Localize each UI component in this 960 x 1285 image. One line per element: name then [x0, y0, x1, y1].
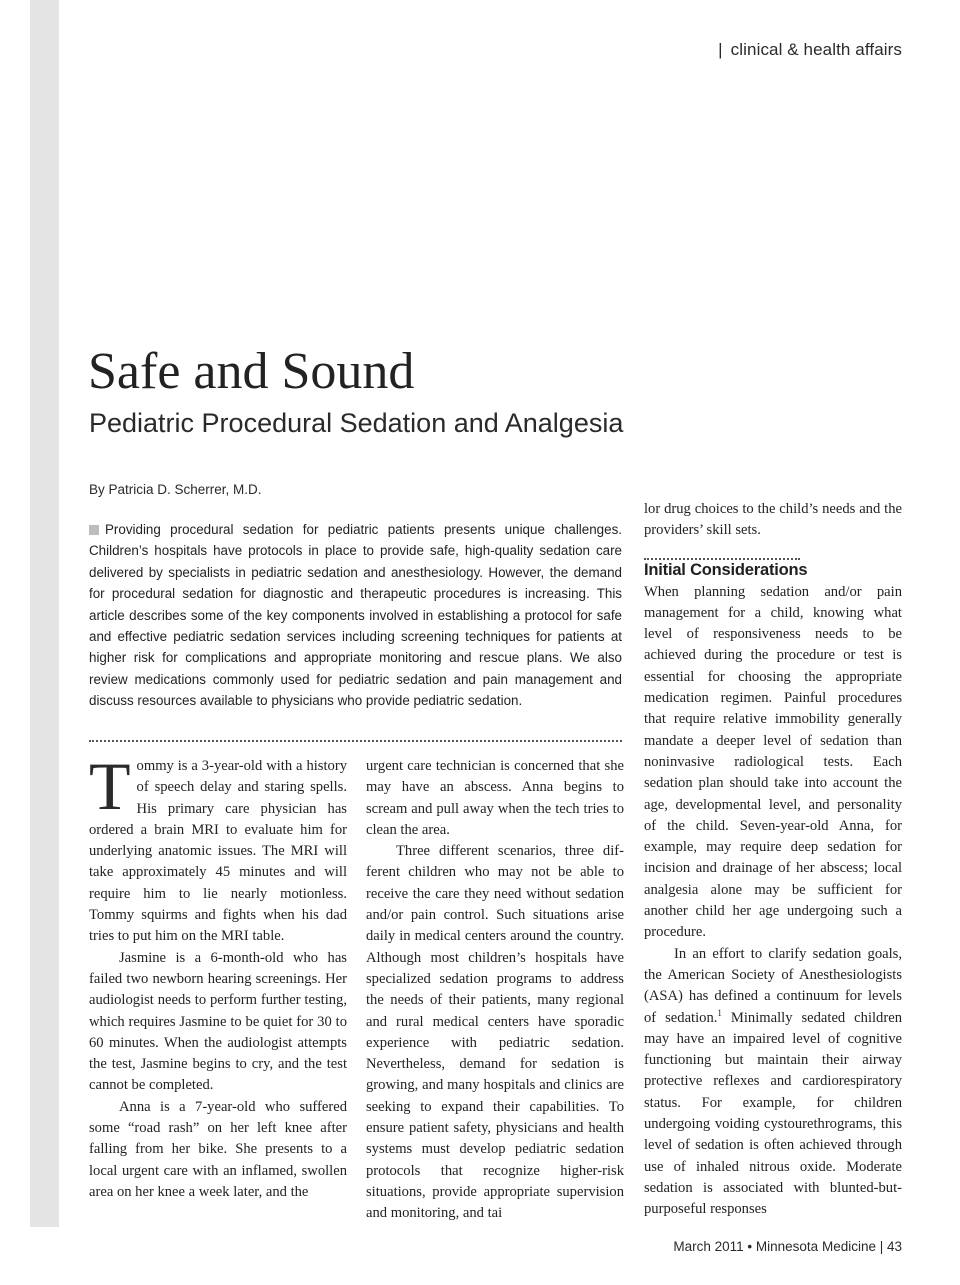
section-name: clinical & health affairs — [730, 40, 902, 59]
page-footer: March 2011 • Minnesota Medicine | 43 — [673, 1239, 902, 1254]
reference-marker: 1 — [717, 1007, 722, 1018]
paragraph-jasmine: Jasmine is a 6-month-old who has failed two newborn hearing screenings. Her audiologist needs to perform further testing, which requires Jasmine to be quiet for 30 to 60 minutes. When the audiologist attempts the test, Jasmine begins to cry, and the test cannot be completed. — [89, 949, 347, 1094]
article-subtitle: Pediatric Procedural Sedation and Analgesia — [89, 408, 624, 438]
paragraph-tommy: Tommy is a 3-year-old with a history of speech delay and staring spells. His primary care physician has ordered a brain MRI to evaluate him for underlying anatomic issues. The MRI will take approximately 45 minutes and will require him to lie nearly motionless. Tommy squirms and fights when his dad tries to put him on the MRI table. — [89, 748, 347, 945]
paragraph-anna-continued: urgent care technician is concerned that she may have an abscess. Anna begins to scream and pull away when the tech tries to clean the area. — [366, 758, 624, 838]
section-divider-bar: | — [718, 40, 723, 59]
paragraph-anna: Anna is a 7-year-old who suffered some “road rash” on her left knee after falling from her bike. She presents to a local urgent care with an inflamed, swollen area on her knee a week later, and the — [89, 1098, 347, 1200]
abstract-text: Providing procedural sedation for pediatric patients presents unique challenges. Children’s hospitals have protocols in place to provide safe, high-quality sedation care delivered by specialists in pediatric sedation and anesthesiology. However, the demand for procedural sedation for diagnostic and therapeutic procedures is increasing. This article describes some of the key components involved in establishing a protocol for safe and effective pediatric sedation services including screening techniques for patients at higher risk for complications and appropriate monitoring and rescue plans. We also review medications commonly used for pediatric sedation and pain management and discuss resources available to physicians who provide pediatric sedation. — [89, 522, 622, 709]
body-column-1 — [89, 748, 347, 1203]
body-column-2 — [366, 756, 624, 1225]
paragraph-asa: In an effort to clarify sedation goals, the American Society of Anesthesiologists (ASA) has defined a continuum for levels of sedation.$^1$ Minimally sedated children may have an impaired level of cognitive functioning but maintain their airway protective reflexes and cardiorespiratory status. For example, for children undergoing voiding cystourethrograms, this level of sedation is often achieved through use of inhaled nitrous oxide. Moderate sedation is associated with blunted-but-purposeful responses — [644, 945, 902, 1218]
abstract — [89, 519, 622, 712]
section-heading: Initial Considerations — [644, 560, 808, 579]
paragraph-scenarios: Three different scenarios, three different children who may not be able to receive the care they need without sedation and/or pain control. Such situations arise daily in medical centers around the country. Although most children’s hospitals have specialized sedation programs to address the needs of their patients, many regional and rural medical centers have sporadic experience with pediatric sedation. Nevertheless, demand for sedation is growing, and many hospitals and clinics are seeking to expand their capabilities. To ensure patient safety, physicians and health systems must develop pediatric sedation protocols that recognize higher-risk situations, provide appropriate supervision and monitoring, and tai — [366, 843, 624, 1222]
side-color-band — [30, 0, 59, 1227]
article-title: Safe and Sound — [88, 343, 415, 400]
body-column-3 — [644, 499, 902, 1221]
abstract-divider — [89, 740, 622, 742]
byline: By Patricia D. Scherrer, M.D. — [89, 482, 262, 497]
paragraph-planning: When planning sedation and/or pain management for a child, knowing what level of responsiveness needs to be achieved during the procedure or test is essential for choosing the appropriate medication regimen. Painful procedures that require relative immobility generally mandate a deeper level of sedation than noninvasive radiological tests. Each sedation plan should take into account the age, developmental level, and personality of the child. Seven-year-old Anna, for example, may require deep sedation for incision and drainage of her abscess; local analgesia alone may be sufficient for another child her age undergoing such a procedure. — [644, 583, 902, 941]
section-label — [718, 40, 902, 60]
paragraph-scenarios-continued: lor drug choices to the child’s needs and the providers’ skill sets. — [644, 501, 902, 539]
heading-spacer — [644, 542, 902, 559]
drop-cap: T — [89, 748, 131, 824]
square-bullet-icon — [89, 525, 99, 535]
